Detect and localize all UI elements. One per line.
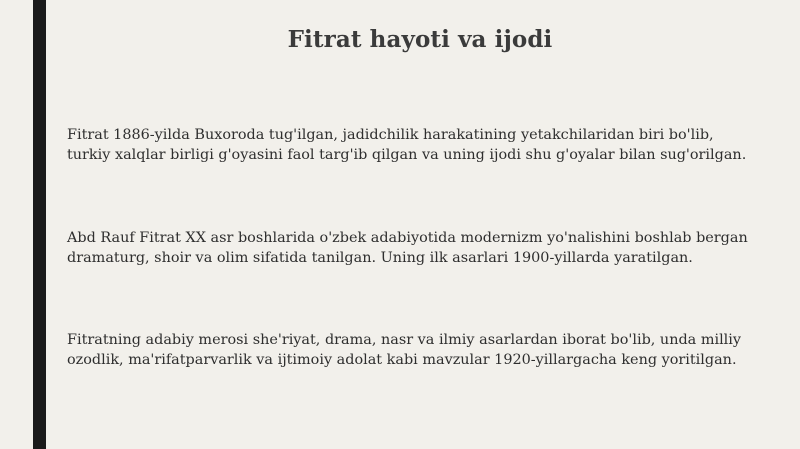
left-accent-bar	[33, 0, 46, 449]
paragraph-birth: Fitrat 1886-yilda Buxoroda tug'ilgan, jadidchilik harakatining yetakchilaridan biri bo'lib, turkiy xalqlar birligi g'oyasini faol targ'ib qilgan va uning ijodi shu g'oyalar bilan sug'orilgan.	[67, 127, 747, 163]
paragraph-legacy: Fitratning adabiy merosi she'riyat, drama, nasr va ilmiy asarlardan iborat bo'lib, unda milliy ozodlik, ma'rifatparvarlik va ijtimoiy adolat kabi mavzular 1920-yillargacha keng yoritilgan.	[67, 332, 742, 368]
paragraph-modernism: Abd Rauf Fitrat XX asr boshlarida o'zbek adabiyotida modernizm yo'nalishini boshlab bergan dramaturg, shoir va olim sifatida tanilgan. Uning ilk asarlari 1900-yillarda yaratilgan.	[67, 230, 748, 266]
slide-title: Fitrat hayoti va ijodi	[287, 26, 553, 53]
